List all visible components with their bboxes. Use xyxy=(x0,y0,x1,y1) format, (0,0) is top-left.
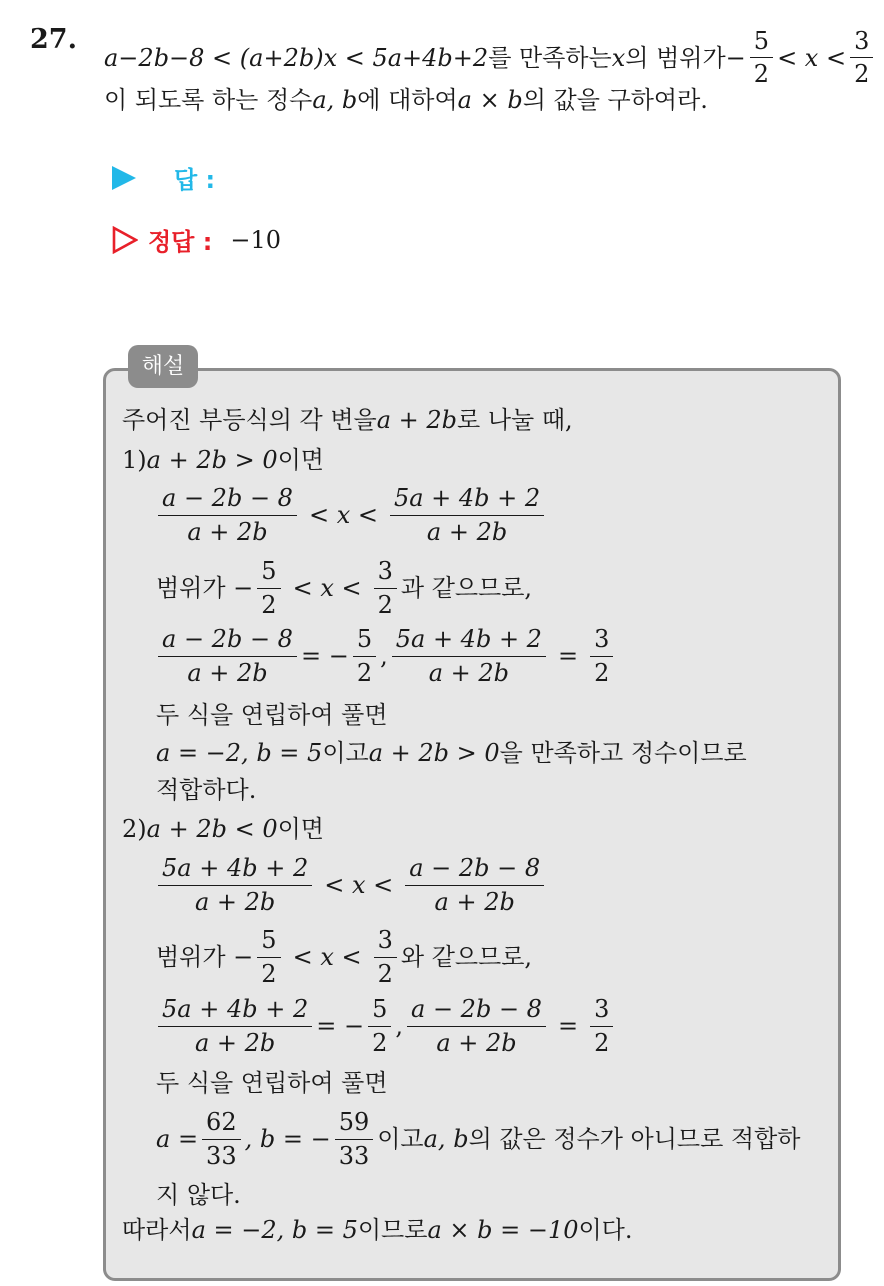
math: = xyxy=(557,1012,579,1040)
text: 범위가 − xyxy=(156,943,254,971)
fraction xyxy=(158,626,297,686)
fraction-denominator: a + 2b xyxy=(434,887,515,916)
answer-row xyxy=(112,160,215,195)
text: 이면 xyxy=(277,446,324,474)
fraction-numerator: 3 xyxy=(374,927,397,957)
fraction-denominator: 2 xyxy=(594,1028,610,1057)
fraction-denominator: 2 xyxy=(372,1028,388,1057)
explanation-tab: 해설 xyxy=(128,345,198,388)
case-1-solve: 두 식을 연립하여 풀면 xyxy=(156,701,388,729)
correct-answer-row xyxy=(112,222,281,257)
question-variables: a, b xyxy=(312,86,358,114)
case-2-heading xyxy=(122,814,324,844)
fraction xyxy=(750,28,773,88)
fraction-numerator: a − 2b − 8 xyxy=(405,855,544,885)
case-2-range xyxy=(156,924,532,990)
math: a + 2b > 0 xyxy=(368,739,500,767)
fraction-denominator: 2 xyxy=(753,60,770,89)
fraction-numerator: a − 2b − 8 xyxy=(158,485,297,515)
fraction-numerator: 62 xyxy=(202,1109,241,1139)
math: a + 2b > 0 xyxy=(146,446,278,474)
text: 이고 xyxy=(377,1125,424,1153)
fraction-denominator: 2 xyxy=(356,658,373,687)
text: 로 나눌 때, xyxy=(457,406,573,434)
fraction xyxy=(405,855,544,915)
case-1-range xyxy=(156,555,532,621)
question-line-2 xyxy=(104,85,708,115)
fraction xyxy=(407,996,546,1056)
fraction-denominator: 33 xyxy=(206,1141,237,1170)
text: 와 같으므로, xyxy=(400,943,533,971)
math: a + 2b xyxy=(376,406,458,434)
question-line-1 xyxy=(104,28,877,88)
case-1-fit: 적합하다. xyxy=(156,776,257,804)
fraction xyxy=(374,558,397,618)
text: 따라서 xyxy=(122,1216,192,1244)
question-text: 이 되도록 하는 정수 xyxy=(104,86,313,114)
text: 과 같으므로, xyxy=(400,574,533,602)
math: , xyxy=(395,1012,403,1040)
fraction-denominator: 33 xyxy=(338,1141,370,1170)
text: 이고 xyxy=(322,739,369,767)
fraction-denominator: 2 xyxy=(377,590,393,619)
fraction-denominator: 2 xyxy=(261,959,277,988)
fraction-numerator: 5 xyxy=(368,996,391,1026)
math: = − xyxy=(316,1012,365,1040)
fraction xyxy=(590,626,613,686)
text: 1) xyxy=(122,446,147,474)
fraction-denominator: a + 2b xyxy=(194,887,276,916)
fraction xyxy=(158,855,312,915)
fraction-denominator: a + 2b xyxy=(426,517,508,546)
math: < x < xyxy=(292,943,362,971)
fraction-numerator: 3 xyxy=(590,996,613,1026)
fraction xyxy=(158,485,297,545)
fraction-denominator: a + 2b xyxy=(187,517,268,546)
fraction-numerator: 3 xyxy=(590,626,613,656)
fraction-numerator: 3 xyxy=(374,558,397,588)
fraction-denominator: a + 2b xyxy=(194,1028,276,1057)
fraction xyxy=(392,626,546,686)
fraction-denominator: 2 xyxy=(377,959,393,988)
case-2-solution xyxy=(156,1106,800,1172)
text: 이면 xyxy=(277,815,324,843)
fraction-denominator: 2 xyxy=(594,658,610,687)
text: 주어진 부등식의 각 변을 xyxy=(122,406,377,434)
fraction xyxy=(353,626,376,686)
fraction-numerator: 5a + 4b + 2 xyxy=(158,855,312,885)
fraction xyxy=(257,927,280,987)
fraction xyxy=(335,1109,374,1169)
question-minus: − xyxy=(725,43,746,72)
math: , xyxy=(380,642,388,670)
case-2-inequality xyxy=(154,852,548,918)
fraction-denominator: a + 2b xyxy=(428,658,509,687)
math: a, b xyxy=(423,1125,469,1153)
question-text: 에 대하여 xyxy=(357,86,458,114)
case-1-heading xyxy=(122,445,324,475)
fraction xyxy=(390,485,544,545)
fraction-denominator: a + 2b xyxy=(436,1028,517,1057)
fraction-numerator: 5 xyxy=(353,626,376,656)
fraction-numerator: a − 2b − 8 xyxy=(158,626,297,656)
fraction xyxy=(590,996,613,1056)
question-product: a × b xyxy=(457,86,523,114)
fraction xyxy=(368,996,391,1056)
text: 범위가 − xyxy=(156,574,254,602)
question-inequality: < x < xyxy=(777,43,847,72)
question-text: 의 범위가 xyxy=(625,43,726,72)
fraction xyxy=(850,28,873,88)
question-inequality: a−2b−8 < (a+2b)x < 5a+4b+2 xyxy=(104,43,489,72)
explanation-intro xyxy=(122,405,573,435)
question-text: 의 값을 구하여라. xyxy=(522,86,708,114)
question-number: 27. xyxy=(30,24,77,55)
text: 이므로 xyxy=(357,1216,428,1244)
math: < x < xyxy=(324,871,394,899)
fraction-numerator: 59 xyxy=(335,1109,374,1139)
math: = − xyxy=(300,642,349,670)
fraction-numerator: 5 xyxy=(257,558,280,588)
answer-label: 답 : xyxy=(174,166,216,194)
case-1-inequality xyxy=(154,482,548,548)
question-variable: x xyxy=(611,43,626,72)
outline-triangle-icon xyxy=(112,226,138,254)
fraction-numerator: 5a + 4b + 2 xyxy=(158,996,312,1026)
case-2-notfit: 지 않다. xyxy=(156,1181,241,1209)
fraction-numerator: a − 2b − 8 xyxy=(407,996,546,1026)
fraction xyxy=(202,1109,241,1169)
fraction-denominator: 2 xyxy=(261,590,277,619)
fraction xyxy=(158,996,312,1056)
math: a + 2b < 0 xyxy=(146,815,278,843)
case-1-equations xyxy=(154,623,617,689)
case-2-solve: 두 식을 연립하여 풀면 xyxy=(156,1069,388,1097)
text: 이다. xyxy=(578,1216,633,1244)
fraction-numerator: 5a + 4b + 2 xyxy=(390,485,544,515)
math: a × b = −10 xyxy=(427,1216,579,1244)
play-triangle-icon xyxy=(112,166,136,190)
math: a = −2, b = 5 xyxy=(191,1216,358,1244)
case-1-solution xyxy=(156,738,747,768)
math: = xyxy=(557,642,579,670)
fraction-numerator: 5a + 4b + 2 xyxy=(392,626,546,656)
math: a = xyxy=(156,1125,199,1153)
fraction-numerator: 5 xyxy=(257,927,280,957)
fraction xyxy=(257,558,280,618)
text: 2) xyxy=(122,815,147,843)
correct-answer-label: 정답 : xyxy=(148,228,213,256)
math: a = −2, b = 5 xyxy=(156,739,323,767)
fraction-numerator: 5 xyxy=(750,28,773,58)
fraction-denominator: 2 xyxy=(854,60,870,89)
math: < x < xyxy=(292,574,362,602)
math: , b = − xyxy=(244,1125,331,1153)
correct-answer-value: −10 xyxy=(230,225,281,254)
conclusion xyxy=(122,1215,633,1245)
fraction xyxy=(374,927,397,987)
text: 을 만족하고 정수이므로 xyxy=(499,739,747,767)
fraction-denominator: a + 2b xyxy=(187,658,268,687)
case-2-equations xyxy=(154,993,617,1059)
text: 의 값은 정수가 아니므로 적합하 xyxy=(468,1125,801,1153)
math: < x < xyxy=(308,501,378,529)
fraction-numerator: 3 xyxy=(850,28,873,58)
question-text: 를 만족하는 xyxy=(488,43,612,72)
